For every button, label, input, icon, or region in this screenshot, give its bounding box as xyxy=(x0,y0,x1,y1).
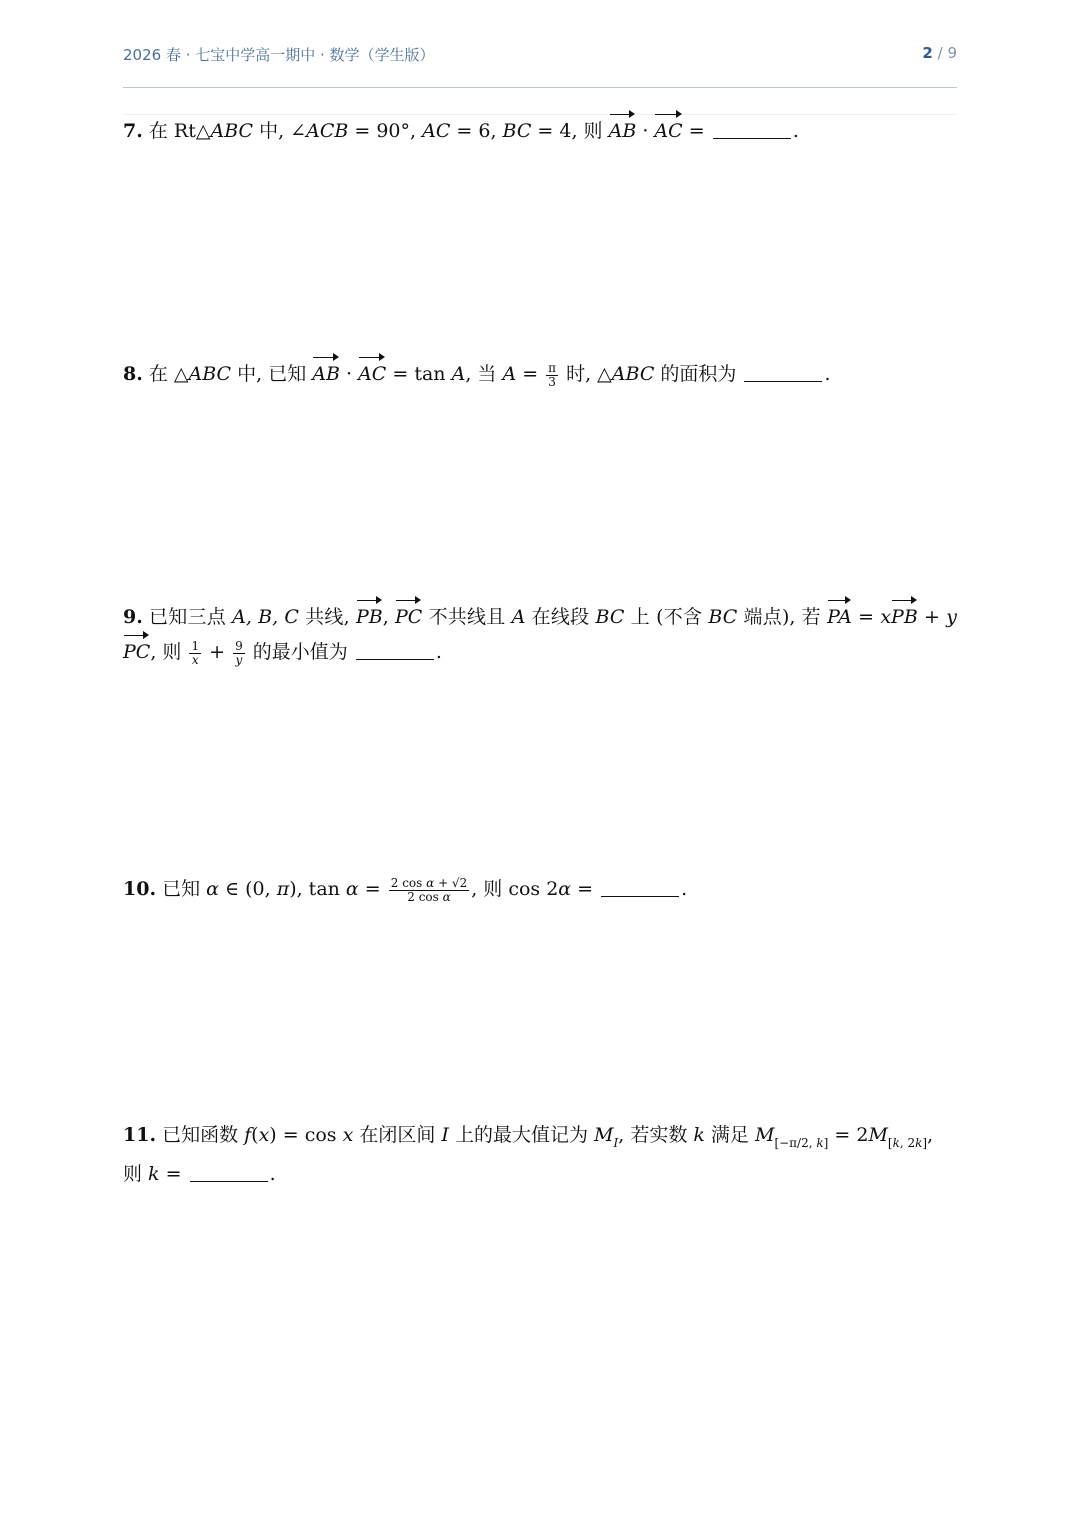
problem-number: 8. xyxy=(123,363,143,385)
page-current: 2 xyxy=(922,44,933,62)
problem-10: 10. 已知 α ∈ (0, π), tan α = $\frac{\text{2 cos α + √2}}{\text{2 cos α}}$ , 则 cos 2α = . xyxy=(123,875,688,904)
problem-11: 11. 已知函数 f(x) = cos x 在闭区间 I 上的最大值记为 $M_I$, 若实数 k 满足 $M_{[-\pi/2, k]} = 2M_{[k, 2k]}$, 则 k = . xyxy=(123,1124,934,1185)
answer-blank[interactable] xyxy=(744,363,822,382)
header-divider xyxy=(123,87,957,88)
answer-blank[interactable] xyxy=(601,878,679,897)
problem-number: 9. xyxy=(123,606,143,628)
problem-7: 7. 在 Rt△ABC 中, ∠ACB = 90°, AC = 6, BC = 4, 则 AB · AC = . xyxy=(123,112,957,147)
problem-8: 8. 在 △ABC 中, 已知 AB · AC = tan A, 当 A = $\frac{\pi}{3}$ 时, △ABC 的面积为 . xyxy=(123,355,957,390)
document-title: 2026 春 · 七宝中学高一期中 · 数学（学生版） xyxy=(123,46,435,64)
answer-blank[interactable] xyxy=(190,1163,268,1182)
answer-blank[interactable] xyxy=(713,120,791,139)
page-total: 9 xyxy=(947,44,957,62)
problem-9: 9. 已知三点 A, B, C 共线, PB, PC 不共线且 A 在线段 BC 上 (不含 BC 端点), 若 PA = xPB + yPC, 则 $\frac{1}{x}$ + $\frac{9}{y}$ 的最小值为 . xyxy=(123,598,957,668)
page-header xyxy=(123,40,957,68)
problem-number: 10. xyxy=(123,878,157,900)
problem-number: 7. xyxy=(123,120,143,142)
page-indicator xyxy=(922,44,957,62)
page-separator: / xyxy=(937,44,943,62)
answer-blank[interactable] xyxy=(356,641,434,660)
problem-number: 11. xyxy=(123,1124,157,1146)
